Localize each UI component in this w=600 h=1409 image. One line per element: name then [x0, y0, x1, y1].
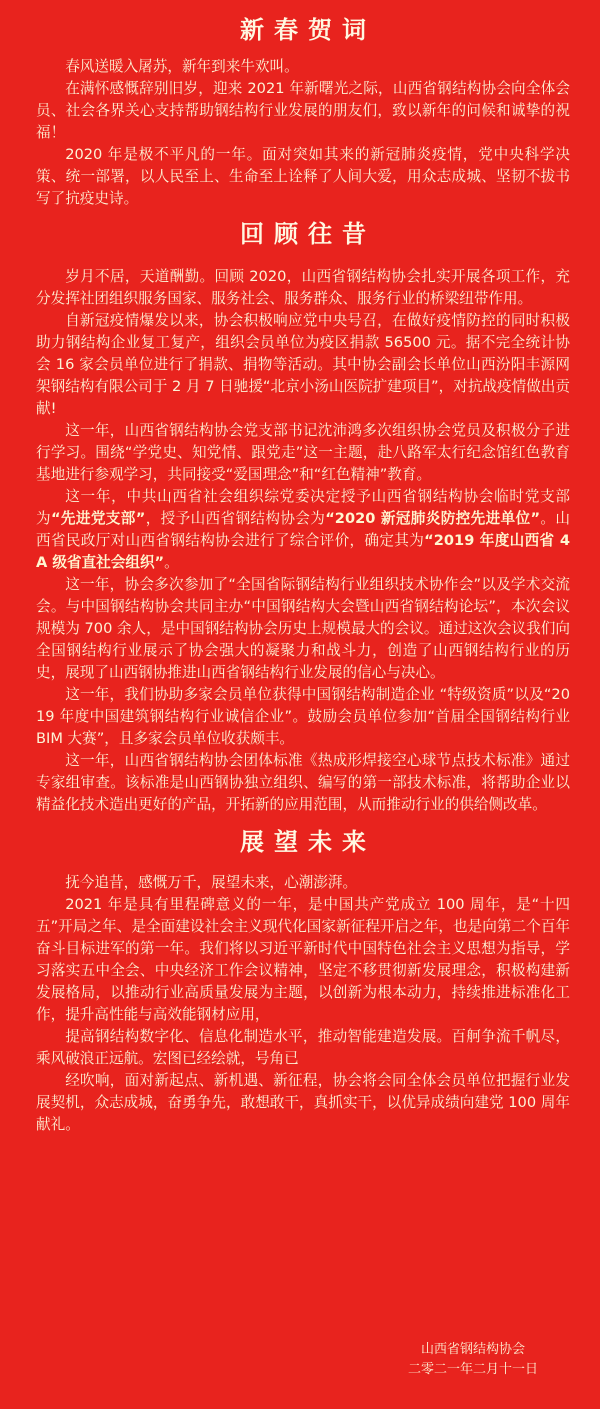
review-paragraph-5: 这一年，协会多次参加了“全国省际钢结构行业组织技术协作会”以及学术交流会。与中国钢结构协会共同主办“中国钢结构大会暨山西省钢结构论坛”，本次会议规模为 700 余人，是中国钢结构协会历史上规模最大的会议。通过这次会议我们向全国钢结构行业展示了协会强大的凝聚力和战斗力，创造了山西钢结构行业的历史，展现了山西钢协推进山西省钢结构行业发展的信心与决心。 — [36, 576, 570, 681]
review-p4-text-d: 。 — [164, 554, 179, 571]
outlook-paragraph-3: 提高钢结构数字化、信息化制造水平，推动智能建造发展。百舸争流千帆尽，乘风破浪正远航。宏图已经绘就，号角已 — [36, 1028, 570, 1067]
review-paragraph-2: 自新冠疫情爆发以来，协会积极响应党中央号召，在做好疫情防控的同时积极助力钢结构企业复工复产，组织会员单位为疫区捐款 56500 元。据不完全统计协会 16 家会员单位进行了捐款、捐物等活动。其中协会副会长单位山西汾阳丰源网架钢结构有限公司于 2 月 7 日驰援“北京小汤山医院扩建项目”，对抗战疫情做出贡献! — [36, 312, 570, 417]
review-paragraph-1: 岁月不居，天道酬勤。回顾 2020，山西省钢结构协会扎实开展各项工作，充分发挥社团组织服务国家、服务社会、服务群众、服务行业的桥梁纽带作用。 — [36, 268, 570, 307]
signature-organization: 山西省钢结构协会 — [420, 1342, 525, 1357]
greeting-paragraph-3: 2020 年是极不平凡的一年。面对突如其来的新冠肺炎疫情，党中央科学决策、统一部署，以人民至上、生命至上诠释了人间大爱，用众志成城、坚韧不拔书写了抗疫史诗。 — [36, 146, 570, 207]
review-p4-text-a: 这一年，中共山西省社会组织综党委决定授予山西省钢结构协会临时党支部为 — [36, 488, 570, 527]
highlight-4a-social-organization: “2019 年度山西省 4A 级省直社会组织” — [36, 532, 570, 571]
signature-block — [408, 1340, 538, 1380]
signature-date: 二零二一年二月十一日 — [407, 1362, 538, 1377]
greeting-paragraph-1: 春风送暖入屠苏，新年到来牛欢叫。 — [65, 58, 299, 75]
section-title-outlook: 展望未来 — [240, 828, 376, 856]
review-p4-text-c: 。山西省民政厅对山西省钢结构协会进行了综合评价，确定其为 — [36, 510, 570, 549]
outlook-paragraph-2: 2021 年是具有里程碑意义的一年，是中国共产党成立 100 周年，是“十四五”开局之年、是全面建设社会主义现代化国家新征程开启之年，也是向第二个百年奋斗目标进军的第一年。我们将以习近平新时代中国特色社会主义思想为指导，学习落实五中全会、中央经济工作会议精神，坚定不移贯彻新发展理念，积极构建新发展格局，以推动行业高质量发展为主题，以创新为根本动力，持续推进标准化工作，提升高性能与高效能钢材应用， — [36, 896, 570, 1023]
section-title-review: 回顾往昔 — [240, 220, 376, 248]
review-paragraph-7: 这一年，山西省钢结构协会团体标准《热成形焊接空心球节点技术标准》通过专家组审查。该标准是山西钢协独立组织、编写的第一部技术标准，将帮助企业以精益化技术造出更好的产品，开拓新的应用范围，从而推动行业的供给侧改革。 — [36, 752, 570, 813]
section-title-greeting: 新春贺词 — [240, 16, 376, 44]
outlook-paragraph-4: 经吹响，面对新起点、新机遇、新征程，协会将会同全体会员单位把握行业发展契机，众志成城，奋勇争先，敢想敢干，真抓实干，以优异成绩向建党 100 周年献礼。 — [36, 1072, 570, 1133]
review-paragraph-6: 这一年，我们协助多家会员单位获得中国钢结构制造企业 “特级资质”以及“2019 年度中国建筑钢结构行业诚信企业”。鼓励会员单位参加“首届全国钢结构行业 BIM 大赛”，且多家会员单位收获颇丰。 — [36, 686, 570, 747]
review-p4-text-b: ，授予山西省钢结构协会为 — [145, 510, 326, 527]
review-paragraph-4 — [36, 486, 570, 574]
greeting-paragraph-2: 在满怀感慨辞别旧岁，迎来 2021 年新曙光之际，山西省钢结构协会向全体会员、社会各界关心支持帮助钢结构行业发展的朋友们，致以新年的问候和诚挚的祝福！ — [36, 80, 570, 141]
review-paragraph-3: 这一年，山西省钢结构协会党支部书记沈沛鸿多次组织协会党员及积极分子进行学习。围绕“学党史、知党情、跟党走”这一主题，赴八路军太行纪念馆红色教育基地进行参观学习，共同接受“爱国理念”和“红色精神”教育。 — [36, 422, 570, 483]
highlight-covid-prevention-unit: “2020 新冠肺炎防控先进单位” — [325, 510, 541, 527]
outlook-paragraph-1: 抚今追昔，感慨万千，展望未来，心潮澎湃。 — [65, 874, 358, 891]
highlight-advanced-party-branch: “先进党支部” — [50, 510, 146, 527]
